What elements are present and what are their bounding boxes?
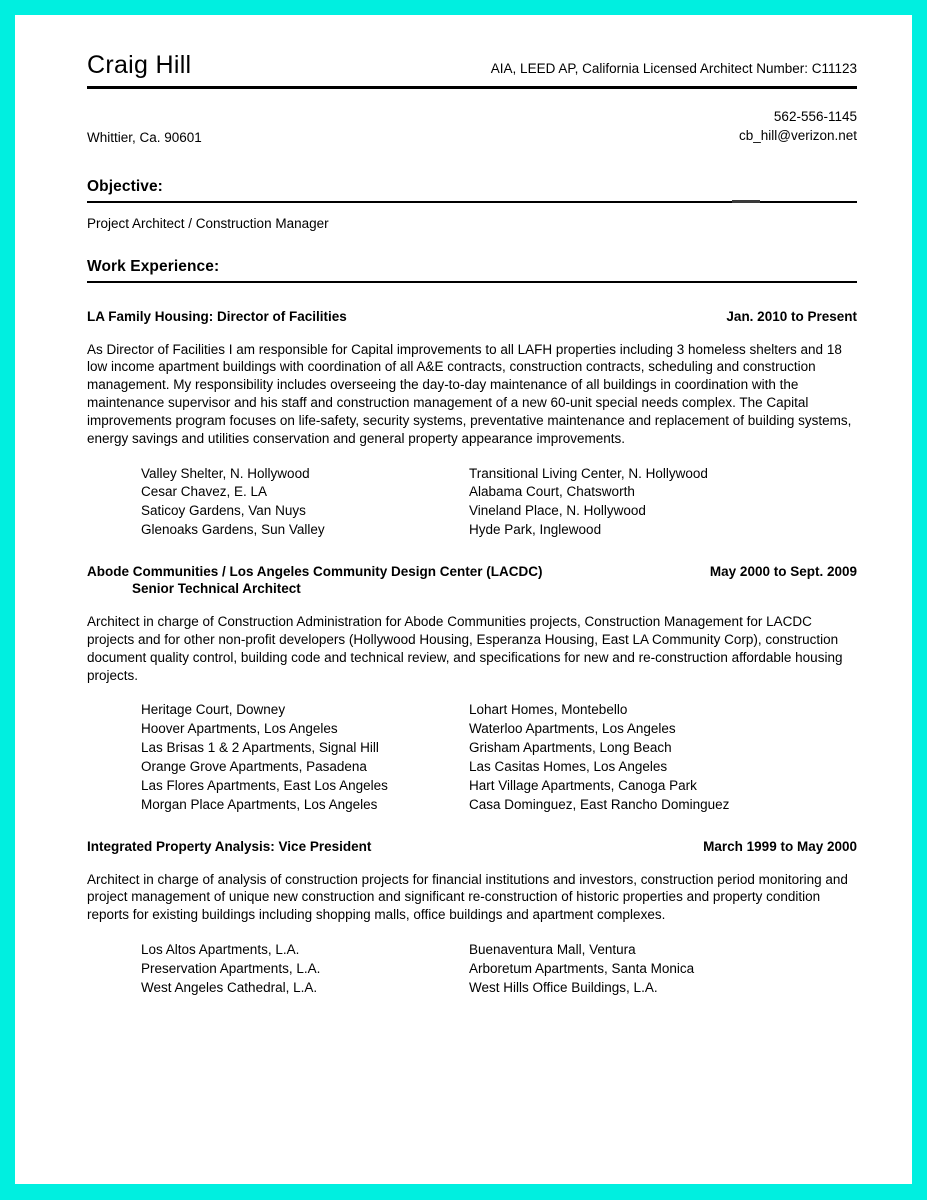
project-item: Glenoaks Gardens, Sun Valley — [141, 522, 325, 538]
candidate-address: Whittier, Ca. 90601 — [87, 129, 202, 145]
project-item: Alabama Court, Chatsworth — [469, 484, 635, 500]
job-entry — [87, 309, 857, 540]
job-title: Abode Communities / Los Angeles Community Design Center (LACDC) — [87, 564, 543, 580]
job-title: Integrated Property Analysis: Vice President — [87, 838, 372, 854]
project-item: Grisham Apartments, Long Beach — [469, 740, 672, 756]
job-title: LA Family Housing: Director of Facilities — [87, 308, 347, 324]
job-entry — [87, 839, 857, 998]
candidate-email: cb_hill@verizon.net — [738, 128, 857, 144]
project-item: West Hills Office Buildings, L.A. — [469, 979, 658, 995]
contact-block — [87, 107, 857, 146]
project-item: Los Altos Apartments, L.A. — [141, 942, 300, 958]
objective-section — [87, 178, 857, 231]
project-item: West Angeles Cathedral, L.A. — [141, 979, 318, 995]
job-project-list — [87, 701, 857, 814]
project-item: Lohart Homes, Montebello — [469, 702, 628, 718]
header-divider — [87, 86, 857, 89]
project-column-left — [141, 465, 469, 541]
job-subtitle: Senior Technical Architect — [132, 581, 301, 597]
job-dates: March 1999 to May 2000 — [703, 838, 857, 854]
project-item: Morgan Place Apartments, Los Angeles — [141, 796, 378, 812]
objective-divider — [87, 201, 857, 203]
objective-heading: Objective: — [87, 177, 163, 195]
project-column-right — [469, 465, 857, 541]
contact-details — [739, 107, 857, 146]
work-experience-divider — [87, 281, 857, 283]
job-header — [87, 564, 857, 579]
project-item: Buenaventura Mall, Ventura — [469, 942, 636, 958]
project-item: Las Brisas 1 & 2 Apartments, Signal Hill — [141, 740, 379, 756]
project-item: Hart Village Apartments, Canoga Park — [469, 777, 697, 793]
objective-text: Project Architect / Construction Manager — [87, 215, 329, 231]
project-column-left — [141, 941, 469, 998]
project-item: Las Flores Apartments, East Los Angeles — [141, 777, 388, 793]
scan-artifact — [732, 200, 760, 203]
project-column-right — [469, 941, 857, 998]
project-item: Hoover Apartments, Los Angeles — [141, 721, 338, 737]
job-header — [87, 839, 857, 854]
job-dates: May 2000 to Sept. 2009 — [709, 564, 857, 580]
work-experience-section — [87, 258, 857, 998]
project-item: Casa Dominguez, East Rancho Dominguez — [469, 796, 730, 812]
job-description: Architect in charge of analysis of construction projects for financial institutions and investors, construction period monitoring and project management of unique new construction and significant re-construction of historic properties and property condition reports for existing buildings including shopping malls, office buildings and apartment complexes. — [87, 871, 848, 923]
project-column-left — [141, 701, 469, 814]
project-item: Vineland Place, N. Hollywood — [469, 503, 646, 519]
resume-page — [15, 15, 912, 1184]
job-project-list — [87, 941, 857, 998]
project-item: Cesar Chavez, E. LA — [141, 484, 268, 500]
project-column-right — [469, 701, 857, 814]
project-item: Hyde Park, Inglewood — [469, 522, 602, 538]
project-item: Preservation Apartments, L.A. — [141, 960, 321, 976]
job-description: Architect in charge of Construction Administration for Abode Communities projects, Construction Management for LACDC projects and for other non-profit developers (Hollywood Housing, Esperanza Housing, East LA Community Corp), construction document quality control, building code and technical review, and specifications for new and re-construction affordable housing projects. — [87, 614, 843, 683]
project-item: Saticoy Gardens, Van Nuys — [141, 503, 306, 519]
work-experience-heading: Work Experience: — [87, 257, 220, 275]
project-item: Arboretum Apartments, Santa Monica — [469, 960, 695, 976]
job-dates: Jan. 2010 to Present — [726, 308, 857, 324]
resume-header — [87, 15, 857, 80]
project-item: Waterloo Apartments, Los Angeles — [469, 721, 676, 737]
project-item: Valley Shelter, N. Hollywood — [141, 465, 310, 481]
project-item: Orange Grove Apartments, Pasadena — [141, 758, 367, 774]
job-entry — [87, 564, 857, 815]
project-item: Las Casitas Homes, Los Angeles — [469, 758, 668, 774]
job-description: As Director of Facilities I am responsible for Capital improvements to all LAFH properties including 3 homeless shelters and 18 low income apartment buildings with coordination of all A&E contracts, construction contracts, scheduling and construction management. My responsibility includes overseeing the day-to-day maintenance of all buildings in coordination with the maintenance supervisor and his staff and construction management of a new 60-unit special needs complex. The Capital improvements program focuses on life-safety, security systems, preventative maintenance and replacement of building systems, energy savings and utilities conservation and general property appearance improvements. — [87, 341, 852, 446]
candidate-credentials: AIA, LEED AP, California Licensed Architect Number: C11123 — [490, 61, 857, 76]
project-item: Heritage Court, Downey — [141, 702, 286, 718]
candidate-phone: 562-556-1145 — [773, 108, 857, 124]
resume-content — [15, 15, 912, 1184]
candidate-name: Craig Hill — [87, 51, 192, 79]
project-item: Transitional Living Center, N. Hollywood — [469, 465, 708, 481]
job-project-list — [87, 465, 857, 541]
job-list — [87, 309, 857, 998]
job-header — [87, 309, 857, 324]
